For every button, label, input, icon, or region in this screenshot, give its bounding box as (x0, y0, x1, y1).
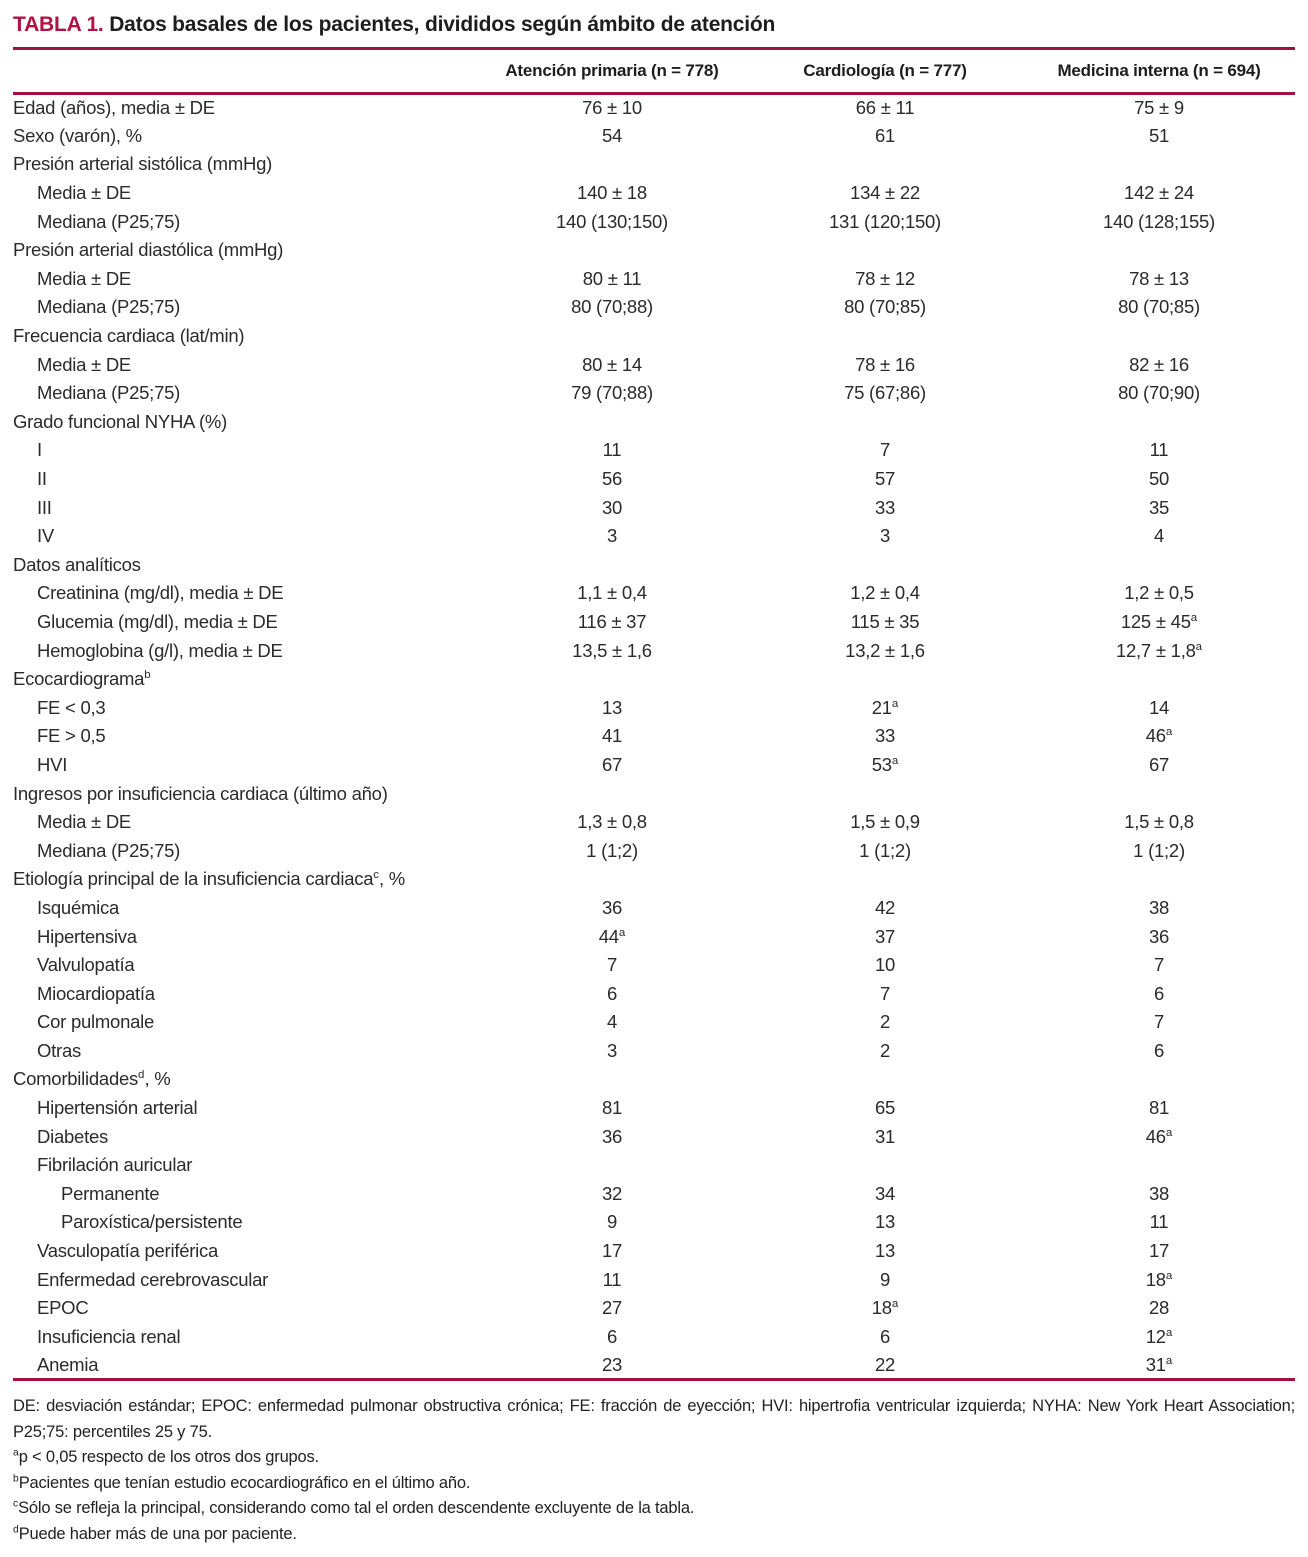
cell-value: 11 (1149, 1211, 1169, 1233)
table-row (13, 836, 1295, 865)
cell-value: 51 (1148, 124, 1170, 146)
cell-value: 7 (879, 982, 891, 1004)
cell-value (1023, 322, 1295, 351)
table-row (13, 1037, 1295, 1066)
table-row (13, 951, 1295, 980)
cell-value: 81 (601, 1097, 623, 1119)
cell-value (477, 150, 747, 179)
table-row (13, 979, 1295, 1008)
row-label: Diabetes (37, 1125, 109, 1147)
cell-value: 82 ± 16 (1129, 353, 1189, 375)
table-row (13, 1265, 1295, 1294)
cell-value (747, 779, 1023, 808)
cell-value: 134 ± 22 (850, 182, 920, 204)
row-label: III (37, 496, 52, 518)
row-label: Frecuencia cardiaca (lat/min) (13, 325, 245, 347)
table-row (13, 322, 1295, 351)
table-row (13, 693, 1295, 722)
cell-value (1023, 408, 1295, 437)
cell-value: 7 (879, 439, 891, 461)
footnote: $^b$Pacientes que tenían estudio ecocardiográfico en el último año. (13, 1473, 471, 1492)
cell-value (477, 1151, 747, 1180)
row-label: Glucemia (mg/dl), media ± DE (37, 610, 278, 632)
cell-value: 80 (70;88) (571, 296, 653, 318)
cell-value (1023, 1065, 1295, 1094)
cell-value: 36 (1148, 925, 1170, 947)
row-label: FE < 0,3 (37, 696, 106, 718)
cell-value: 80 ± 11 (582, 267, 642, 289)
cell-value (747, 1151, 1023, 1180)
cell-value: 76 ± 10 (582, 97, 642, 119)
cell-value (1023, 551, 1295, 580)
cell-value: 36 (601, 896, 623, 918)
footnote-list (13, 1445, 1295, 1547)
cell-value: 21$^a$ (871, 696, 899, 718)
cell-value (747, 1065, 1023, 1094)
table-row (13, 293, 1295, 322)
table-row (13, 722, 1295, 751)
cell-value: 75 ± 9 (1134, 97, 1184, 119)
cell-value: 9 (879, 1268, 891, 1290)
table-row (13, 122, 1295, 151)
row-label: Mediana (P25;75) (37, 296, 181, 318)
cell-value: 78 ± 13 (1129, 267, 1189, 289)
cell-value: 36 (601, 1125, 623, 1147)
abbreviations-note: DE: desviación estándar; EPOC: enfermedad pulmonar obstructiva crónica; FE: fracción de eyección; HVI: hipertrofia ventricular izquierda; NYHA: New York Heart Association; P25;75: percentiles 25 y 75. (13, 1397, 1295, 1441)
table-row (13, 1008, 1295, 1037)
table-title (13, 12, 1295, 38)
cell-value: 46$^a$ (1145, 725, 1173, 747)
table-body (13, 93, 1295, 1380)
cell-value: 38 (1148, 896, 1170, 918)
cell-value: 6 (606, 982, 618, 1004)
cell-value: 17 (601, 1240, 623, 1262)
row-label: II (37, 468, 47, 490)
cell-value: 44$^a$ (598, 925, 626, 947)
cell-value: 75 (67;86) (844, 382, 926, 404)
cell-value: 6 (606, 1325, 618, 1347)
cell-value: 34 (874, 1182, 896, 1204)
table-row (13, 1151, 1295, 1180)
cell-value: 1,2 ± 0,4 (850, 582, 920, 604)
cell-value: 38 (1148, 1182, 1170, 1204)
row-label: Etiología principal de la insuficiencia cardiaca$^c$, % (13, 868, 405, 890)
table-row (13, 465, 1295, 494)
table-row (13, 1237, 1295, 1266)
row-label: Ingresos por insuficiencia cardiaca (último año) (13, 782, 388, 804)
cell-value: 13,5 ± 1,6 (572, 639, 652, 661)
cell-value: 13 (601, 696, 623, 718)
cell-value (477, 779, 747, 808)
cell-value: 17 (1148, 1240, 1170, 1262)
header-corner-cell (13, 50, 477, 93)
cell-value: 13 (874, 1240, 896, 1262)
cell-value: 31$^a$ (1145, 1353, 1173, 1375)
row-label: Paroxística/persistente (61, 1211, 243, 1233)
row-label: Presión arterial sistólica (mmHg) (13, 153, 273, 175)
cell-value (747, 665, 1023, 694)
row-label: Valvulopatía (37, 954, 135, 976)
cell-value (477, 236, 747, 265)
table-row (13, 808, 1295, 837)
cell-value (477, 322, 747, 351)
column-header-cardiologia: Cardiología (n = 777) (747, 50, 1023, 93)
table-row (13, 894, 1295, 923)
row-label: I (37, 439, 42, 461)
cell-value: 18$^a$ (871, 1297, 899, 1319)
cell-value: 2 (879, 1011, 891, 1033)
row-label: IV (37, 525, 54, 547)
cell-value: 42 (874, 896, 896, 918)
footnotes (13, 1394, 1295, 1547)
cell-value: 116 ± 37 (577, 610, 647, 632)
cell-value: 115 ± 35 (850, 610, 920, 632)
row-label: Creatinina (mg/dl), media ± DE (37, 582, 284, 604)
cell-value: 10 (874, 954, 896, 976)
cell-value: 67 (1148, 753, 1170, 775)
cell-value: 78 ± 12 (855, 267, 915, 289)
table-row (13, 150, 1295, 179)
cell-value: 28 (1148, 1297, 1170, 1319)
cell-value: 56 (601, 468, 623, 490)
table-row (13, 436, 1295, 465)
cell-value (1023, 665, 1295, 694)
cell-value: 7 (606, 954, 618, 976)
cell-value: 4 (1153, 525, 1165, 547)
table-row (13, 922, 1295, 951)
cell-value: 18$^a$ (1145, 1268, 1173, 1290)
cell-value: 7 (1153, 1011, 1165, 1033)
row-label: Vasculopatía periférica (37, 1240, 219, 1262)
cell-value: 61 (874, 124, 896, 146)
cell-value: 3 (606, 525, 618, 547)
cell-value: 142 ± 24 (1124, 182, 1194, 204)
cell-value (747, 322, 1023, 351)
row-label: Hipertensión arterial (37, 1097, 198, 1119)
table-row (13, 1323, 1295, 1352)
table-row (13, 350, 1295, 379)
cell-value: 80 (70;85) (844, 296, 926, 318)
cell-value: 4 (606, 1011, 618, 1033)
cell-value (747, 236, 1023, 265)
table-row (13, 1208, 1295, 1237)
row-label: Presión arterial diastólica (mmHg) (13, 239, 284, 261)
cell-value: 12,7 ± 1,8$^a$ (1115, 639, 1203, 661)
cell-value: 79 (70;88) (571, 382, 653, 404)
cell-value: 11 (1149, 439, 1169, 461)
table-row (13, 1065, 1295, 1094)
table-row (13, 207, 1295, 236)
column-header-atencion-primaria: Atención primaria (n = 778) (477, 50, 747, 93)
cell-value (477, 551, 747, 580)
cell-value: 13,2 ± 1,6 (845, 639, 925, 661)
row-label: Comorbilidades$^d$, % (13, 1068, 171, 1090)
table-row (13, 636, 1295, 665)
row-label: Datos analíticos (13, 553, 141, 575)
row-label: Media ± DE (37, 353, 132, 375)
row-label: Enfermedad cerebrovascular (37, 1268, 269, 1290)
cell-value: 54 (601, 124, 623, 146)
row-label: Fibrilación auricular (37, 1154, 193, 1176)
column-header-medicina-interna: Medicina interna (n = 694) (1023, 50, 1295, 93)
cell-value: 1,5 ± 0,8 (1124, 811, 1194, 833)
cell-value: 7 (1153, 954, 1165, 976)
cell-value: 3 (879, 525, 891, 547)
table-row (13, 1122, 1295, 1151)
table-row (13, 779, 1295, 808)
cell-value: $125 \pm 45^a$ (1120, 610, 1198, 632)
row-label: Permanente (61, 1182, 160, 1204)
cell-value: 11 (602, 439, 622, 461)
cell-value: 12$^a$ (1145, 1325, 1173, 1347)
table-row (13, 1094, 1295, 1123)
cell-value: 35 (1148, 496, 1170, 518)
cell-value: 33 (874, 496, 896, 518)
table-row (13, 1294, 1295, 1323)
row-label: Anemia (37, 1353, 99, 1375)
cell-value (1023, 865, 1295, 894)
cell-value: 1 (1;2) (859, 839, 911, 861)
row-label: Cor pulmonale (37, 1011, 155, 1033)
table-row (13, 608, 1295, 637)
cell-value: 1,1 ± 0,4 (577, 582, 647, 604)
table-row (13, 493, 1295, 522)
cell-value: 80 ± 14 (582, 353, 642, 375)
table-row (13, 93, 1295, 122)
cell-value (1023, 236, 1295, 265)
table-row (13, 1351, 1295, 1380)
row-label: Media ± DE (37, 182, 132, 204)
footnote: $^c$Sólo se refleja la principal, considerando como tal el orden descendente excluyente de la tabla. (13, 1498, 695, 1518)
cell-value: 67 (601, 753, 623, 775)
row-label: Hemoglobina (g/l), media ± DE (37, 639, 283, 661)
cell-value: 11 (602, 1268, 622, 1290)
cell-value: 57 (874, 468, 896, 490)
cell-value: 140 (130;150) (556, 210, 668, 232)
table-row (13, 1180, 1295, 1209)
cell-value (747, 150, 1023, 179)
table-title-number: TABLA 1. (13, 13, 104, 36)
cell-value: 6 (1153, 982, 1165, 1004)
table-row (13, 179, 1295, 208)
cell-value (747, 865, 1023, 894)
footnote: $^d$Puede haber más de una por paciente. (13, 1524, 297, 1543)
header-row (13, 50, 1295, 93)
cell-value: 50 (1148, 468, 1170, 490)
table-row (13, 236, 1295, 265)
table-row (13, 265, 1295, 294)
cell-value (477, 408, 747, 437)
table-row (13, 522, 1295, 551)
cell-value: 27 (601, 1297, 623, 1319)
cell-value: 6 (1153, 1039, 1165, 1061)
cell-value: 66 ± 11 (855, 97, 915, 119)
table-row (13, 379, 1295, 408)
table-row (13, 579, 1295, 608)
cell-value (747, 551, 1023, 580)
cell-value: 30 (601, 496, 623, 518)
cell-value: 23 (601, 1353, 623, 1375)
row-label: Ecocardiograma$^b$ (13, 668, 151, 690)
cell-value: 14 (1148, 696, 1170, 718)
row-label: Grado funcional NYHA (%) (13, 410, 228, 432)
cell-value (1023, 150, 1295, 179)
cell-value: 78 ± 16 (855, 353, 915, 375)
table-header (13, 50, 1295, 93)
row-label: Mediana (P25;75) (37, 839, 181, 861)
row-label: Sexo (varón), % (13, 124, 142, 146)
cell-value (477, 865, 747, 894)
cell-value: 1 (1;2) (586, 839, 638, 861)
row-label: Otras (37, 1039, 81, 1061)
cell-value: 46$^a$ (1145, 1125, 1173, 1147)
cell-value (1023, 779, 1295, 808)
row-label: Miocardiopatía (37, 982, 155, 1004)
cell-value (477, 665, 747, 694)
cell-value (477, 1065, 747, 1094)
cell-value: 2 (879, 1039, 891, 1061)
cell-value: 9 (606, 1211, 618, 1233)
row-label: FE > 0,5 (37, 725, 106, 747)
cell-value: 80 (70;85) (1118, 296, 1200, 318)
table-row (13, 751, 1295, 780)
baseline-data-table (13, 50, 1295, 1381)
row-label: HVI (37, 753, 68, 775)
row-label: Isquémica (37, 896, 120, 918)
cell-value: 65 (874, 1097, 896, 1119)
table-row (13, 551, 1295, 580)
cell-value: 81 (1148, 1097, 1170, 1119)
cell-value: 6 (879, 1325, 891, 1347)
cell-value (1023, 1151, 1295, 1180)
cell-value: 140 (128;155) (1103, 210, 1215, 232)
cell-value: 140 ± 18 (577, 182, 647, 204)
row-label: Media ± DE (37, 811, 132, 833)
cell-value: 80 (70;90) (1118, 382, 1200, 404)
cell-value: 53$^a$ (871, 753, 899, 775)
row-label: Insuficiencia renal (37, 1325, 181, 1347)
row-label: Mediana (P25;75) (37, 210, 181, 232)
cell-value: 131 (120;150) (829, 210, 941, 232)
cell-value: 3 (606, 1039, 618, 1061)
table-row (13, 408, 1295, 437)
table-row (13, 865, 1295, 894)
table-title-text: Datos basales de los pacientes, divididos según ámbito de atención (109, 13, 776, 36)
cell-value: 31 (874, 1125, 896, 1147)
cell-value: 33 (874, 725, 896, 747)
cell-value: 37 (874, 925, 896, 947)
cell-value: 13 (874, 1211, 896, 1233)
cell-value: 32 (601, 1182, 623, 1204)
row-label: Edad (años), media ± DE (13, 97, 215, 119)
cell-value: 41 (601, 725, 623, 747)
table-row (13, 665, 1295, 694)
cell-value: 1,3 ± 0,8 (577, 811, 647, 833)
row-label: Hipertensiva (37, 925, 137, 947)
cell-value: 1,2 ± 0,5 (1124, 582, 1194, 604)
row-label: Media ± DE (37, 267, 132, 289)
row-label: Mediana (P25;75) (37, 382, 181, 404)
row-label: EPOC (37, 1297, 89, 1319)
cell-value: 1,5 ± 0,9 (850, 811, 920, 833)
footnote: $^a$p < 0,05 respecto de los otros dos grupos. (13, 1447, 319, 1467)
cell-value: 22 (874, 1353, 896, 1375)
cell-value (747, 408, 1023, 437)
cell-value: 1 (1;2) (1133, 839, 1185, 861)
